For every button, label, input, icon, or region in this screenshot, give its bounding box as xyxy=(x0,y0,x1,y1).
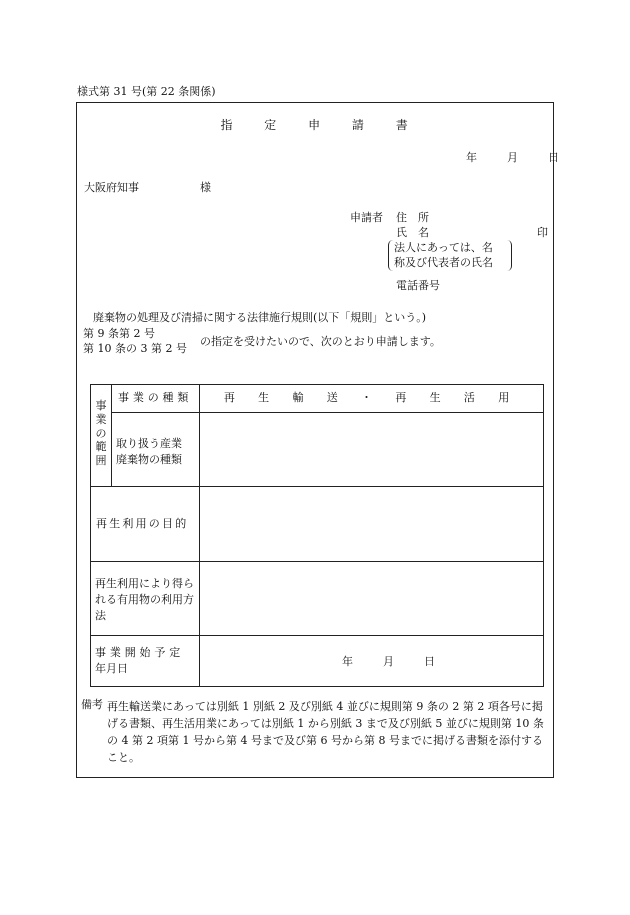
document-title xyxy=(0,118,630,132)
date-year: 年 xyxy=(466,151,477,164)
corp-note-line-1: 法人にあっては、名 xyxy=(394,241,493,254)
waste-type-line-1: 取り扱う産業 xyxy=(116,437,182,450)
waste-type-label xyxy=(116,436,182,468)
waste-type-line-2: 廃棄物の種類 xyxy=(116,452,182,466)
business-type-value: 再 生 輸 送 ・ 再 生 活 用 xyxy=(223,391,520,404)
title-char-4: 請 xyxy=(351,118,366,132)
address-label: 住 所 xyxy=(396,211,429,224)
start-date-label xyxy=(95,645,199,677)
purpose-label: 再生利用の目的 xyxy=(96,517,189,530)
form-number-label: 様式第 31 号(第 22 条関係) xyxy=(77,85,216,98)
remarks-label: 備考 xyxy=(81,698,103,711)
remarks-text: 再生輸送業にあっては別紙 1 別紙 2 及び別紙 4 並びに規則第 9 条の 2 第 2 項各号に掲げる書類、再生活用業にあっては別紙 1 から別紙 3 まで及び別紙 5 並びに規則第 10 条の 4 第 2 項第 1 号から第 4 号まで及び第 6 号から第 8 号までに掲げる書類を添付すること。 xyxy=(107,700,544,765)
business-type-label: 事業の種類 xyxy=(118,391,193,404)
date-month: 月 xyxy=(507,151,518,164)
start-date-value xyxy=(342,655,435,668)
start-day: 日 xyxy=(424,655,435,668)
usage-method-label: 再生利用により得られる有用物の利用方法 xyxy=(95,577,194,622)
clause-reference-a: 第 9 条第 2 号 xyxy=(83,327,155,340)
start-month: 月 xyxy=(383,655,394,668)
seal-mark: 印 xyxy=(537,226,548,239)
start-year: 年 xyxy=(342,655,353,668)
title-char-5: 書 xyxy=(395,118,410,132)
request-statement: の指定を受けたいので、次のとおり申請します。 xyxy=(200,335,441,348)
title-char-1: 指 xyxy=(220,118,235,132)
addressee: 大阪府知事 xyxy=(84,181,139,194)
start-date-line-2: 年月日 xyxy=(95,661,128,675)
title-char-2: 定 xyxy=(264,118,279,132)
law-reference: 廃棄物の処理及び清掃に関する法律施行規則(以下「規則」という。) xyxy=(93,311,427,324)
corp-note-line-2: 称及び代表者の氏名 xyxy=(394,256,493,270)
application-date xyxy=(466,151,559,164)
scope-header: 事業の範囲 xyxy=(95,399,107,467)
clause-reference-b: 第 10 条の 3 第 2 号 xyxy=(83,342,187,355)
date-day: 日 xyxy=(548,151,559,164)
applicant-label: 申請者 xyxy=(350,211,383,224)
corp-note xyxy=(394,240,493,271)
title-char-3: 申 xyxy=(308,118,322,132)
honorific: 様 xyxy=(200,181,211,194)
start-date-line-1: 事業開始予定 xyxy=(95,646,185,659)
name-label: 氏 名 xyxy=(396,226,429,239)
phone-label: 電話番号 xyxy=(396,279,440,292)
